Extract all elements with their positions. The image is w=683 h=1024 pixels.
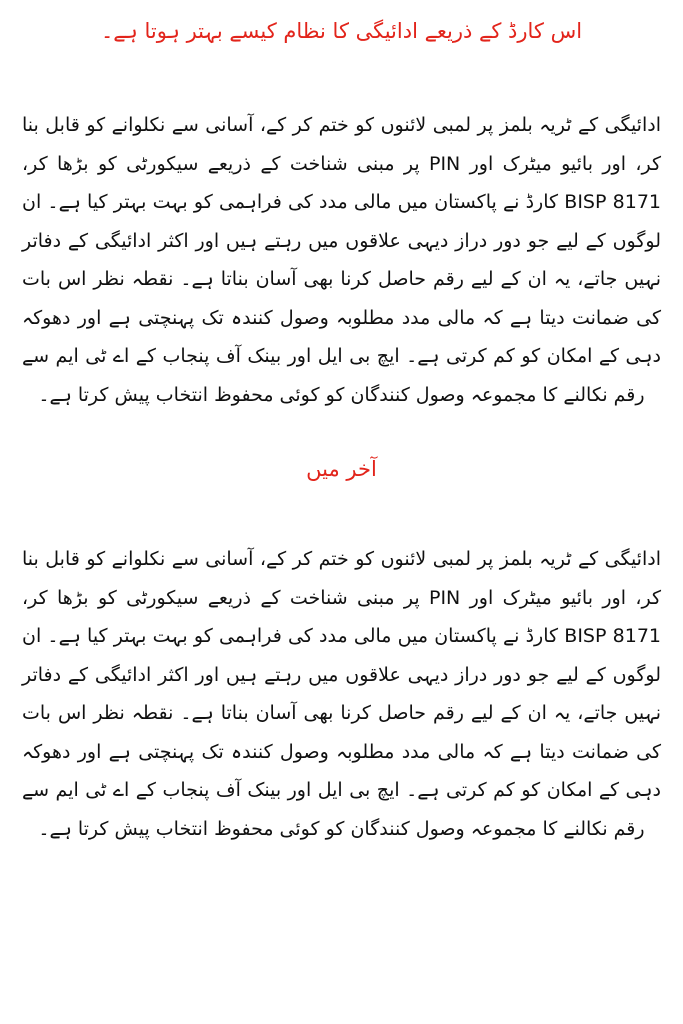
paragraph-card-payment: ادائیگی کے ٹریہ بلمز پر لمبی لائنوں کو ختم کر کے، آسانی سے نکلوانے کو قابل بنا کر، اور بائیو میٹرک اور PIN پر مبنی شناخت کے ذریعے سیکورٹی کو بڑھا کر، BISP 8171 کارڈ نے پاکستان میں مالی مدد کی فراہمی کو بہت بہتر کیا ہے۔ ان لوگوں کے لیے جو دور دراز دیہی علاقوں میں رہتے ہیں اور اکثر ادائیگی کے دفاتر نہیں جاتے، یہ ان کے لیے رقم حاصل کرنا بھی آسان بناتا ہے۔ نقطہ نظر اس بات کی ضمانت دیتا ہے کہ مالی مدد مطلوبہ وصول کنندہ تک پہنچتی ہے اور دھوکہ دہی کے امکان کو کم کرتی ہے۔ ایچ بی ایل اور بینک آف پنجاب کے اے ٹی ایم سے رقم نکالنے کا مجموعہ وصول کنندگان کو کوئی محفوظ انتخاب پیش کرتا ہے۔ — [22, 114, 661, 406]
paragraph-conclusion: ادائیگی کے ٹریہ بلمز پر لمبی لائنوں کو ختم کر کے، آسانی سے نکلوانے کو قابل بنا کر، اور بائیو میٹرک اور PIN پر مبنی شناخت کے ذریعے سیکورٹی کو بڑھا کر، BISP 8171 کارڈ نے پاکستان میں مالی مدد کی فراہمی کو بہت بہتر کیا ہے۔ ان لوگوں کے لیے جو دور دراز دیہی علاقوں میں رہتے ہیں اور اکثر ادائیگی کے دفاتر نہیں جاتے، یہ ان کے لیے رقم حاصل کرنا بھی آسان بناتا ہے۔ نقطہ نظر اس بات کی ضمانت دیتا ہے کہ مالی مدد مطلوبہ وصول کنندہ تک پہنچتی ہے اور دھوکہ دہی کے امکان کو کم کرتی ہے۔ ایچ بی ایل اور بینک آف پنجاب کے اے ٹی ایم سے رقم نکالنے کا مجموعہ وصول کنندگان کو کوئی محفوظ انتخاب پیش کرتا ہے۔ — [22, 548, 661, 840]
section-heading-card-payment: اس کارڈ کے ذریعے ادائیگی کا نظام کیسے بہتر ہوتا ہے۔ — [100, 19, 583, 43]
section-heading-conclusion: آخر میں — [306, 457, 377, 481]
